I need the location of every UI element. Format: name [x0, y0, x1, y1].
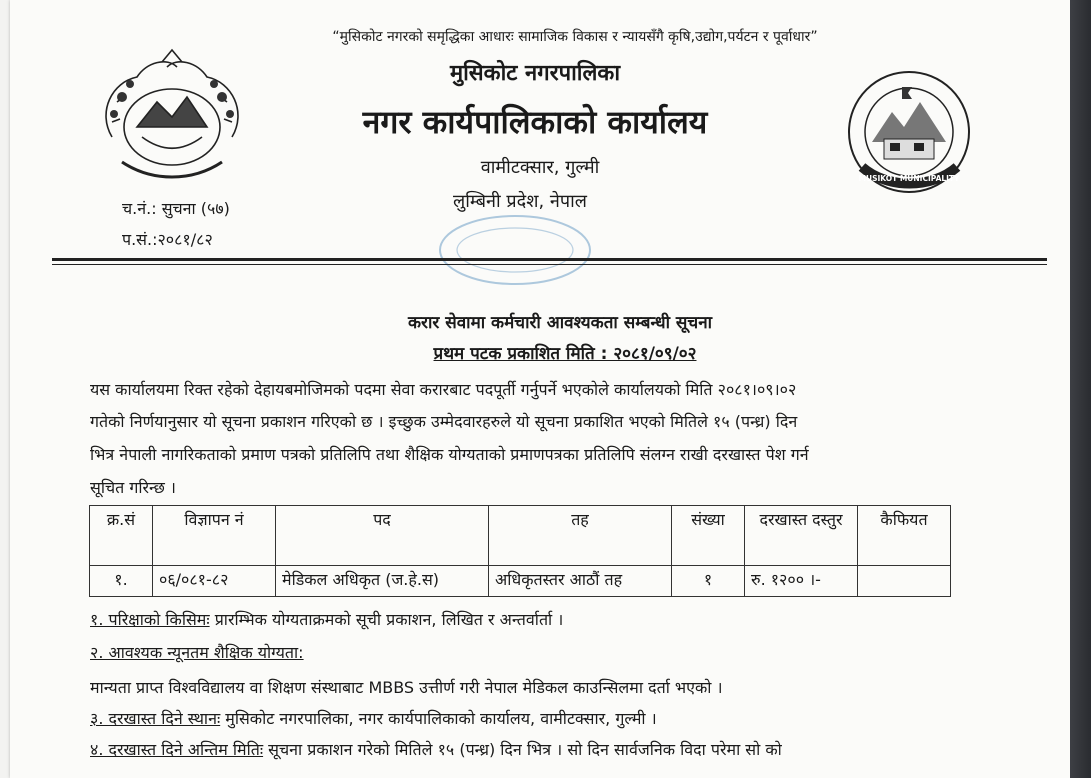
table-cell: १ [672, 566, 745, 597]
col-header: पद [276, 506, 489, 566]
municipality-name: मुसिकोट नगरपालिका [449, 61, 621, 86]
musikot-municipality-logo-icon [842, 67, 977, 197]
section-text: सूचना प्रकाशन गरेको मितिले १५ (पन्ध्र) दिन भित्र । सो दिन सार्वजनिक विदा परेमा सो को [263, 740, 782, 759]
header-divider-thin [52, 264, 1047, 265]
paragraph-line: यस कार्यालयमा रिक्त रहेको देहायबमोजिमको पदमा सेवा करारबाट पदपूर्ती गर्नुपर्ने भएकोले कार्यालयको मिति २०८१।०९।०२ [90, 380, 797, 399]
first-published-date: प्रथम पटक प्रकाशित मिति : २०८१/०९/०२ [433, 344, 697, 364]
col-header: दरखास्त दस्तुर [745, 506, 858, 566]
section-text: प्रारम्भिक योग्यताक्रमको सूची प्रकाशन, लिखित र अन्तर्वार्ता । [209, 610, 564, 629]
document-page [10, 0, 1070, 778]
section-application-place [90, 707, 657, 729]
office-title: नगर कार्यपालिकाको कार्यालय [362, 103, 708, 141]
table-cell: रु. १२०० ।- [745, 566, 858, 597]
logo-lettering: MUSIKOT MUNICIPALITY [858, 174, 960, 183]
vacancy-table [89, 505, 951, 597]
table-cell [858, 566, 951, 597]
col-header: संख्या [672, 506, 745, 566]
col-header: तह [489, 506, 672, 566]
address-line-2: लुम्बिनी प्रदेश, नेपाल [453, 191, 587, 212]
section-heading: २. आवश्यक न्यूनतम शैक्षिक योग्यता: [90, 643, 304, 662]
col-header: क्र.सं [90, 506, 153, 566]
paragraph-line: भित्र नेपाली नागरिकताको प्रमाण पत्रको प्रतिलिपि तथा शैक्षिक योग्यताको प्रमाणपत्रका प्रतिलिपि संलग्न राखी दरखास्त पेश गर्न [90, 445, 809, 464]
section-heading: ४. दरखास्त दिने अन्तिम मितिः [90, 740, 264, 759]
section-qualification-text [90, 676, 723, 698]
viewer-edge [1070, 0, 1091, 778]
section-qualification-heading [90, 641, 304, 663]
table-cell: १. [90, 566, 153, 597]
notice-subject: करार सेवामा कर्मचारी आवश्यकता सम्बन्धी सूचना [407, 313, 713, 333]
section-text: मुसिकोट नगरपालिका, नगर कार्यपालिकाको कार्यालय, वामीटक्सार, गुल्मी । [220, 709, 657, 728]
table-cell: ०६/०८१-८२ [153, 566, 276, 597]
paragraph-line: सूचित गरिन्छ । [90, 478, 176, 497]
table-row [90, 566, 951, 597]
header-divider [52, 258, 1047, 261]
section-exam-type [90, 608, 563, 630]
section-heading: ३. दरखास्त दिने स्थानः [90, 709, 221, 728]
paragraph-line: गतेको निर्णयानुसार यो सूचना प्रकाशन गरिएको छ । इच्छुक उम्मेदवारहरुले यो सूचना प्रकाशित भएको मितिले १५ (पन्ध्र) दिन [90, 412, 798, 431]
chalani-number: च.नं.: सुचना (५७) [122, 199, 230, 218]
table-cell: अधिकृतस्तर आठौं तह [489, 566, 672, 597]
section-text: मान्यता प्राप्त विश्वविद्यालय वा शिक्षण संस्थाबाट MBBS उत्तीर्ण गरी नेपाल मेडिकल काउन्सिलमा दर्ता भएको । [90, 678, 723, 697]
office-stamp-icon [430, 210, 600, 290]
section-heading: १. परिक्षाको किसिमः [90, 610, 210, 629]
section-deadline [90, 738, 782, 760]
table-header-row [90, 506, 951, 566]
slogan: “मुसिकोट नगरको समृद्धिका आधारः सामाजिक विकास र न्यायसँगै कृषि,उद्योग,पर्यटन र पूर्वाधार” [332, 29, 818, 45]
nepal-emblem-icon [92, 42, 252, 192]
address-line-1: वामीटक्सार, गुल्मी [480, 157, 600, 178]
col-header: कैफियत [858, 506, 951, 566]
patra-sankhya: प.सं.:२०८१/८२ [122, 230, 213, 249]
table-cell: मेडिकल अधिकृत (ज.हे.स) [276, 566, 489, 597]
col-header: विज्ञापन नं [153, 506, 276, 566]
